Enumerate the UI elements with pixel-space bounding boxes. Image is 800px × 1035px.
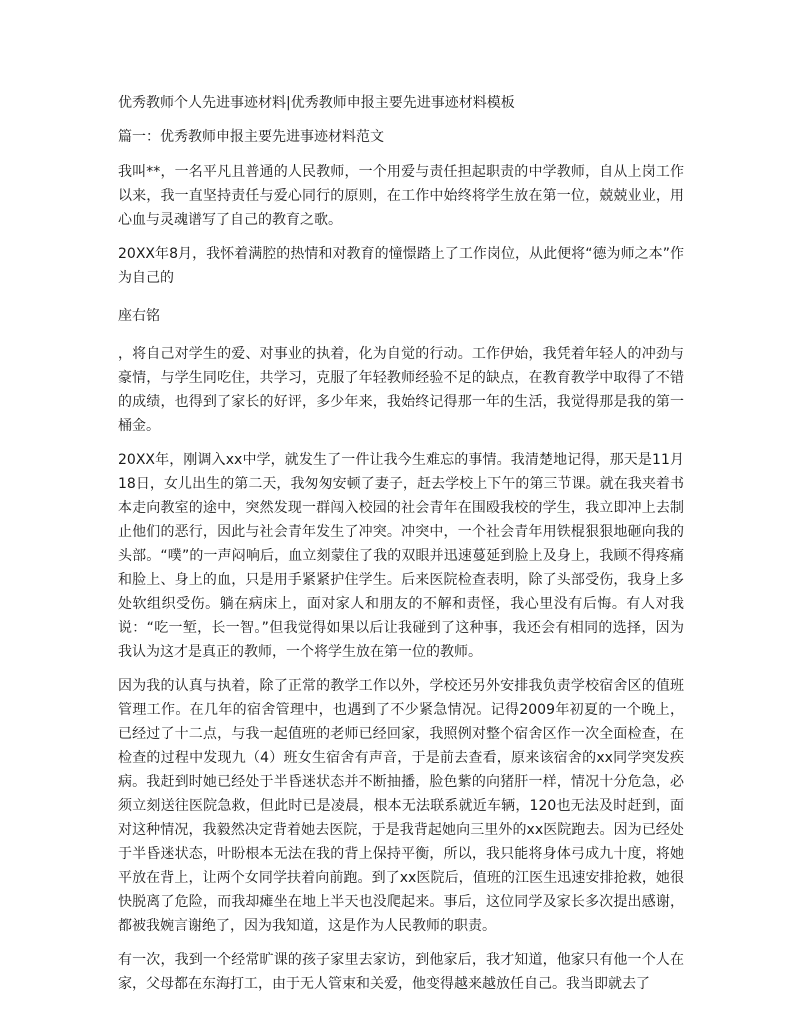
document-title: 优秀教师个人先进事迹材料|优秀教师申报主要先进事迹材料模板 bbox=[118, 95, 515, 111]
paragraph-intro: 我叫**，一名平凡且普通的人民教师，一个用爱与责任担起职责的中学教师，自从上岗工作以来，我一直坚持责任与爱心同行的原则，在工作中始终将学生放在第一位，兢兢业业，用心血与灵魂谱写了自己的教育之歌。 bbox=[118, 164, 684, 228]
paragraph-motto: 座右铭 bbox=[118, 308, 160, 324]
paragraph-dormitory-rescue: 因为我的认真与执着，除了正常的教学工作以外，学校还另外安排我负责学校宿舍区的值班管理工作。在几年的宿舍管理中，也遇到了不少紧急情况。记得2009年初夏的一个晚上，已经过了十二点，与我一起值班的老师已经回家，我照例对整个宿舍区作一次全面检查，在检查的过程中发现九（4）班女生宿舍有声音，于是前去查看，原来该宿舍的xx同学突发疾病。我赶到时她已经处于半昏迷状态并不断抽播，脸色紫的向猪肝一样，情况十分危急，必须立刻送往医院急救，但此时已是凌晨，根本无法联系就近车辆，120也无法及时赶到，面对这种情况，我毅然决定背着她去医院，于是我背起她向三里外的xx医院跑去。因为已经处于半昏迷状态，叶盼根本无法在我的背上保持平衡，所以，我只能将身体弓成九十度，将她平放在背上，让两个女同学扶着向前跑。到了xx医院后，值班的江医生迅速安排抢救，她很快脱离了危险，而我却瘫坐在地上半天也没爬起来。事后，这位同学及家长多次提出感谢，都被我婉言谢绝了，因为我知道，这是作为人民教师的职责。 bbox=[118, 678, 684, 934]
paragraph-early-career: ，将自己对学生的爱、对事业的执着，化为自觉的行动。工作伊始，我凭着年轻人的冲劲与豪情，与学生同吃住，共学习，克服了年轻教师经验不足的缺点，在教育教学中取得了不错的成绩，也得到了家长的好评，多少年来，我始终记得那一年的生活，我觉得那是我的第一桶金。 bbox=[118, 346, 684, 434]
paragraph-motto-lead: 20XX年8月，我怀着满腔的热情和对教育的憧憬踏上了工作岗位，从此便将“德为师之本”作为自己的 bbox=[118, 246, 684, 286]
paragraph-campus-incident: 20XX年，刚调入xx中学，就发生了一件让我今生难忘的事情。我清楚地记得，那天是11月18日，女儿出生的第二天，我匆匆安顿了妻子，赶去学校上下午的第三节课。就在我夹着书本走向教室的途中，突然发现一群闯入校园的社会青年在围殴我校的学生，我立即冲上去制止他们的恶行，因此与社会青年发生了冲突。冲突中，一个社会青年用铁棍狠狠地砸向我的头部。“噗”的一声闷响后，血立刻蒙住了我的双眼并迅速蔓延到脸上及身上，我顾不得疼痛和脸上、身上的血，只是用手紧紧护住学生。后来医院检查表明，除了头部受伤，我身上多处软组织受伤。躺在病床上，面对家人和朋友的不解和责怪，我心里没有后悔。有人对我说：“吃一堑，长一智。”但我觉得如果以后让我碰到了这种事，我还会有相同的选择，因为我认为这才是真正的教师，一个将学生放在第一位的教师。 bbox=[118, 452, 684, 660]
section-title: 篇一：优秀教师申报主要先进事迹材料范文 bbox=[118, 129, 384, 145]
document-page bbox=[118, 92, 684, 1006]
paragraph-home-visit: 有一次，我到一个经常旷课的孩子家里去家访，到他家后，我才知道，他家只有他一个人在家，父母都在东海打工，由于无人管束和关爱，他变得越来越放任自己。我当即就去了 bbox=[118, 952, 684, 992]
